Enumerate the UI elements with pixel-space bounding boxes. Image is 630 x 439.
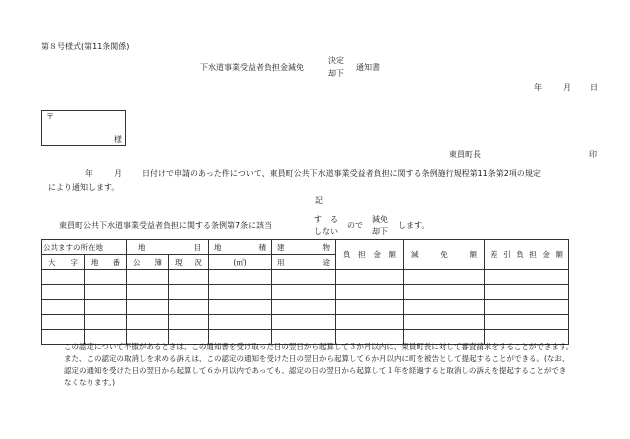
note-line-4: なくなります。)	[64, 378, 116, 387]
statement-kyakka: 却下	[372, 227, 388, 236]
header-genkyo: 現 況	[169, 255, 209, 270]
header-net-charge: 差 引 負 担 金 額	[485, 240, 569, 270]
issuer-name: 東員町長	[449, 150, 481, 159]
table-row	[42, 285, 569, 300]
header-oaza: 大 字	[42, 255, 85, 270]
table-row	[42, 315, 569, 330]
header-kobo: 公 簿	[127, 255, 169, 270]
issuer-seal: 印	[589, 150, 597, 159]
statement-genmen: 減免	[372, 215, 388, 224]
header-land-category: 地 目	[127, 240, 209, 255]
header-area-unit: (㎡)	[209, 255, 272, 270]
table-row	[42, 270, 569, 285]
body-month: 月	[114, 169, 122, 178]
postal-mark: 〒	[46, 112, 54, 121]
table-header-row-1	[42, 240, 569, 255]
title-decision-upper: 決定	[328, 56, 344, 65]
note-line-3: 認定の通知を受けた日の翌日から起算して６か月以内であっても、認定の日の翌日から起算して１年を経過すると取消しの訴えを提起することができ	[64, 366, 567, 375]
ki-heading: 記	[315, 196, 323, 205]
statement-suffix: します。	[398, 221, 430, 230]
body-line1: 日付けで申請のあった件について、東員町公共下水道事業受益者負担に関する条例施行規程第11条第2項の規定	[142, 169, 541, 178]
note-line-1: この認定について不服があるときは、この通知書を受け取った日の翌日から起算して３か月以内に、東員町長に対して審査請求をすることができます。	[64, 342, 574, 351]
date-day: 日	[590, 83, 598, 92]
note-line-2: また、この認定の取消しを求める訴えは、この認定の通知を受けた日の翌日から起算して６か月以内に町を被告として提起することができる。(なお、	[64, 354, 570, 363]
header-exemption-amount: 減 免 額	[404, 240, 485, 270]
body-year: 年	[85, 169, 93, 178]
header-land-area: 地 積	[209, 240, 272, 255]
header-charge-amount: 負 担 金 額	[336, 240, 404, 270]
header-chiban: 地 番	[85, 255, 127, 270]
date-year: 年	[534, 83, 542, 92]
statement-suru: す る	[314, 215, 338, 224]
form-number: 第８号様式(第11条関係)	[41, 42, 130, 51]
header-location: 公共ますの所在地	[42, 240, 127, 255]
statement-shinai: しない	[314, 227, 338, 236]
honorific-sama: 様	[114, 135, 122, 144]
title-prefix: 下水道事業受益者負担金減免	[200, 63, 304, 72]
table-row	[42, 300, 569, 315]
statement-node: ので	[347, 221, 363, 230]
date-month: 月	[563, 83, 571, 92]
address-box	[41, 110, 126, 146]
title-decision-lower: 却下	[328, 69, 344, 78]
header-building: 建 物	[272, 240, 336, 255]
statement-prefix: 東員町公共下水道事業受益者負担に関する条例第7条に該当	[59, 221, 273, 230]
title-suffix: 通知書	[356, 63, 380, 72]
assessment-table	[41, 239, 569, 345]
body-line2: により通知します。	[48, 183, 120, 192]
header-youto: 用 途	[272, 255, 336, 270]
